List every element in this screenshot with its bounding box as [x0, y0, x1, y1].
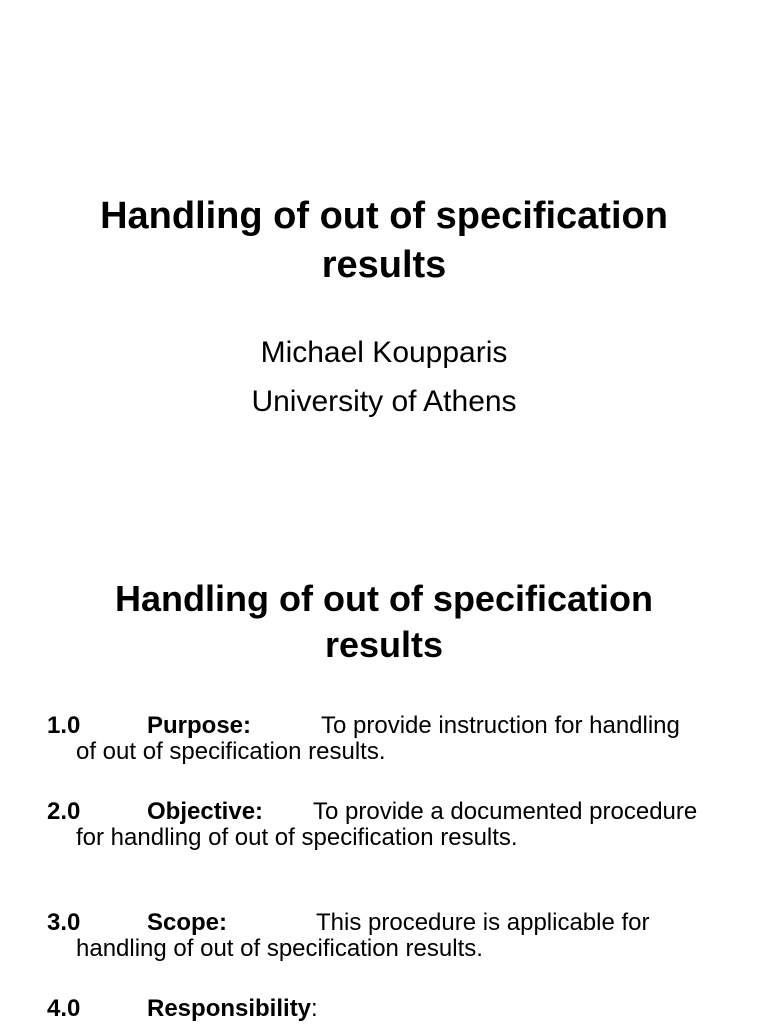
- section-scope: [47, 910, 737, 962]
- author-name: Michael Koupparis: [260, 336, 508, 369]
- slide-title: [0, 576, 768, 668]
- slide-title: [0, 192, 768, 290]
- section-number: 4.0: [47, 995, 81, 1022]
- section-number: 2.0: [47, 798, 81, 825]
- section-label: Scope:: [147, 909, 228, 936]
- section-text: This procedure is applicable for: [316, 909, 650, 936]
- section-label: [147, 996, 318, 1022]
- section-text: To provide instruction for handling: [321, 712, 680, 739]
- section-label-colon: :: [311, 995, 318, 1022]
- section-responsibility: [47, 996, 737, 1022]
- slide-title-line-2: results: [321, 244, 447, 286]
- slide-title-line-1: Handling of out of specification: [100, 195, 668, 237]
- content-slide: [0, 512, 768, 1024]
- section-text-continued: of out of specification results.: [76, 738, 386, 765]
- section-purpose: [47, 713, 737, 765]
- section-number: 1.0: [47, 712, 81, 739]
- section-label: Objective:: [147, 798, 264, 825]
- section-text-continued: handling of out of specification results.: [76, 935, 483, 962]
- section-text-continued: for handling of out of specification results.: [76, 824, 518, 851]
- slide-title-line-1: Handling of out of specification: [115, 578, 653, 619]
- section-label: Purpose:: [147, 712, 252, 739]
- section-number: 3.0: [47, 909, 81, 936]
- author-affiliation: University of Athens: [251, 385, 517, 418]
- section-text: To provide a documented procedure: [313, 798, 698, 825]
- slide-title-line-2: results: [324, 624, 444, 665]
- section-objective: [47, 799, 737, 851]
- section-label-text: Responsibility: [147, 995, 312, 1022]
